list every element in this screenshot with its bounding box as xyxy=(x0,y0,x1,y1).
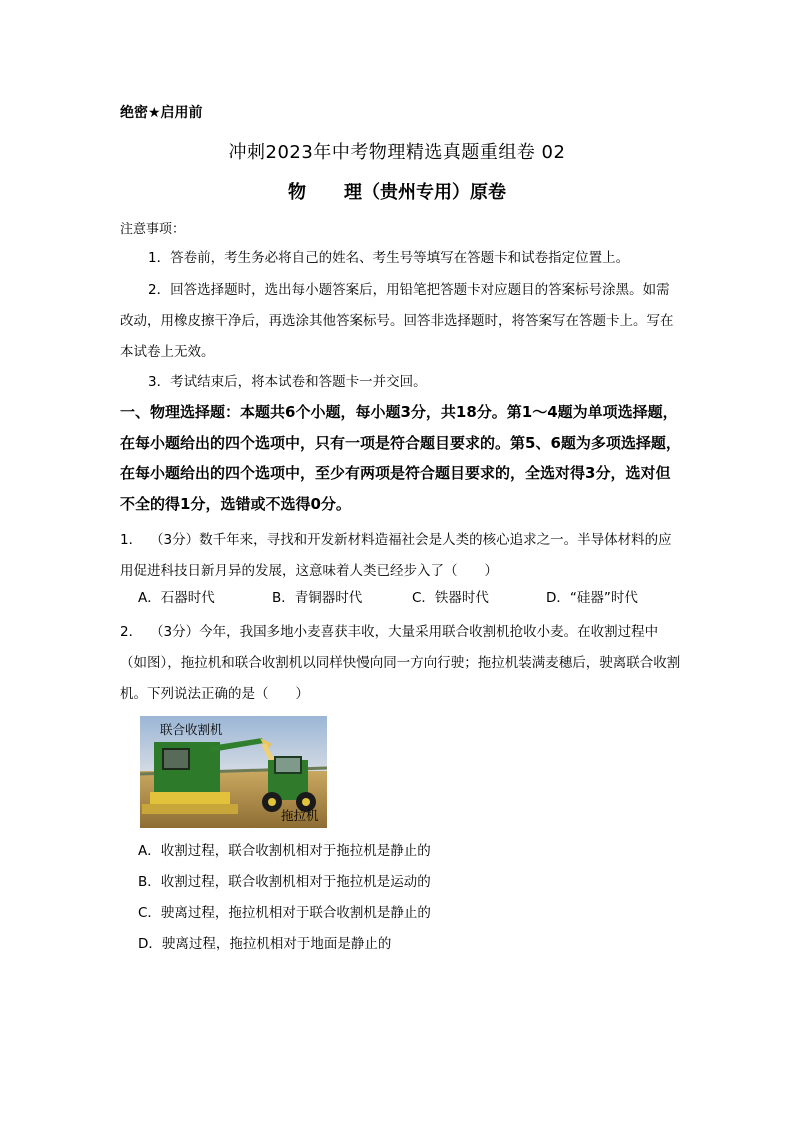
question-number: 2． xyxy=(120,624,143,640)
option-b: B．青铜器时代 xyxy=(272,590,363,606)
harvester-photo xyxy=(140,716,327,828)
notice-heading: 注意事项： xyxy=(120,222,186,237)
figure-label-combine: 联合收割机 xyxy=(160,722,223,737)
option-c: C．驶离过程，拖拉机相对于联合收割机是静止的 xyxy=(138,905,431,921)
option-a: A．收割过程，联合收割机相对于拖拉机是静止的 xyxy=(138,843,431,859)
option-d: D．“硅器”时代 xyxy=(546,590,638,606)
confidential-label: 绝密★启用前 xyxy=(120,105,203,121)
question-text: （3分）数千年来，寻找和开发新材料造福社会是人类的核心追求之一。半导体材料的应用促进科技日新月异的发展，这意味着人类已经步入了（ ） xyxy=(120,532,672,579)
option-d: D．驶离过程，拖拉机相对于地面是静止的 xyxy=(138,936,392,952)
notice-item-3: 3．考试结束后，将本试卷和答题卡一并交回。 xyxy=(148,374,427,390)
question-1 xyxy=(120,525,682,587)
subtitle-part1: 物 xyxy=(288,182,306,203)
figure-label-tractor: 拖拉机 xyxy=(281,808,319,823)
question-2 xyxy=(120,617,682,710)
exam-title: 冲刺2023年中考物理精选真题重组卷 02 xyxy=(228,142,566,163)
notice-item-2: 2．回答选择题时，选出每小题答案后，用铅笔把答题卡对应题目的答案标号涂黑。如需改动，用橡皮擦干净后，再选涂其他答案标号。回答非选择题时，将答案写在答题卡上。写在本试卷上无效。 xyxy=(120,282,674,360)
section-heading: 一、物理选择题：本题共6个小题，每小题3分，共18分。第1～4题为单项选择题，在每小题给出的四个选项中，只有一项是符合题目要求的。第5、6题为多项选择题，在每小题给出的四个选项中，至少有两项是符合题目要求的，全选对得3分，选对但不全的得1分，选错或不选得0分。 xyxy=(120,403,681,513)
notice-item-1: 1．答卷前，考生务必将自己的姓名、考生号等填写在答题卡和试卷指定位置上。 xyxy=(148,250,630,266)
question-number: 1． xyxy=(120,532,143,548)
subtitle-part2: 理（贵州专用）原卷 xyxy=(344,182,506,203)
option-b: B．收割过程，联合收割机相对于拖拉机是运动的 xyxy=(138,874,431,890)
option-a: A．石器时代 xyxy=(138,590,215,606)
question-text: （3分）今年，我国多地小麦喜获丰收，大量采用联合收割机抢收小麦。在收割过程中（如图），拖拉机和联合收割机以同样快慢向同一方向行驶；拖拉机装满麦穗后，驶离联合收割机。下列说法正确的是（ ） xyxy=(120,624,681,702)
exam-subtitle xyxy=(0,178,794,204)
option-c: C．铁器时代 xyxy=(412,590,489,606)
